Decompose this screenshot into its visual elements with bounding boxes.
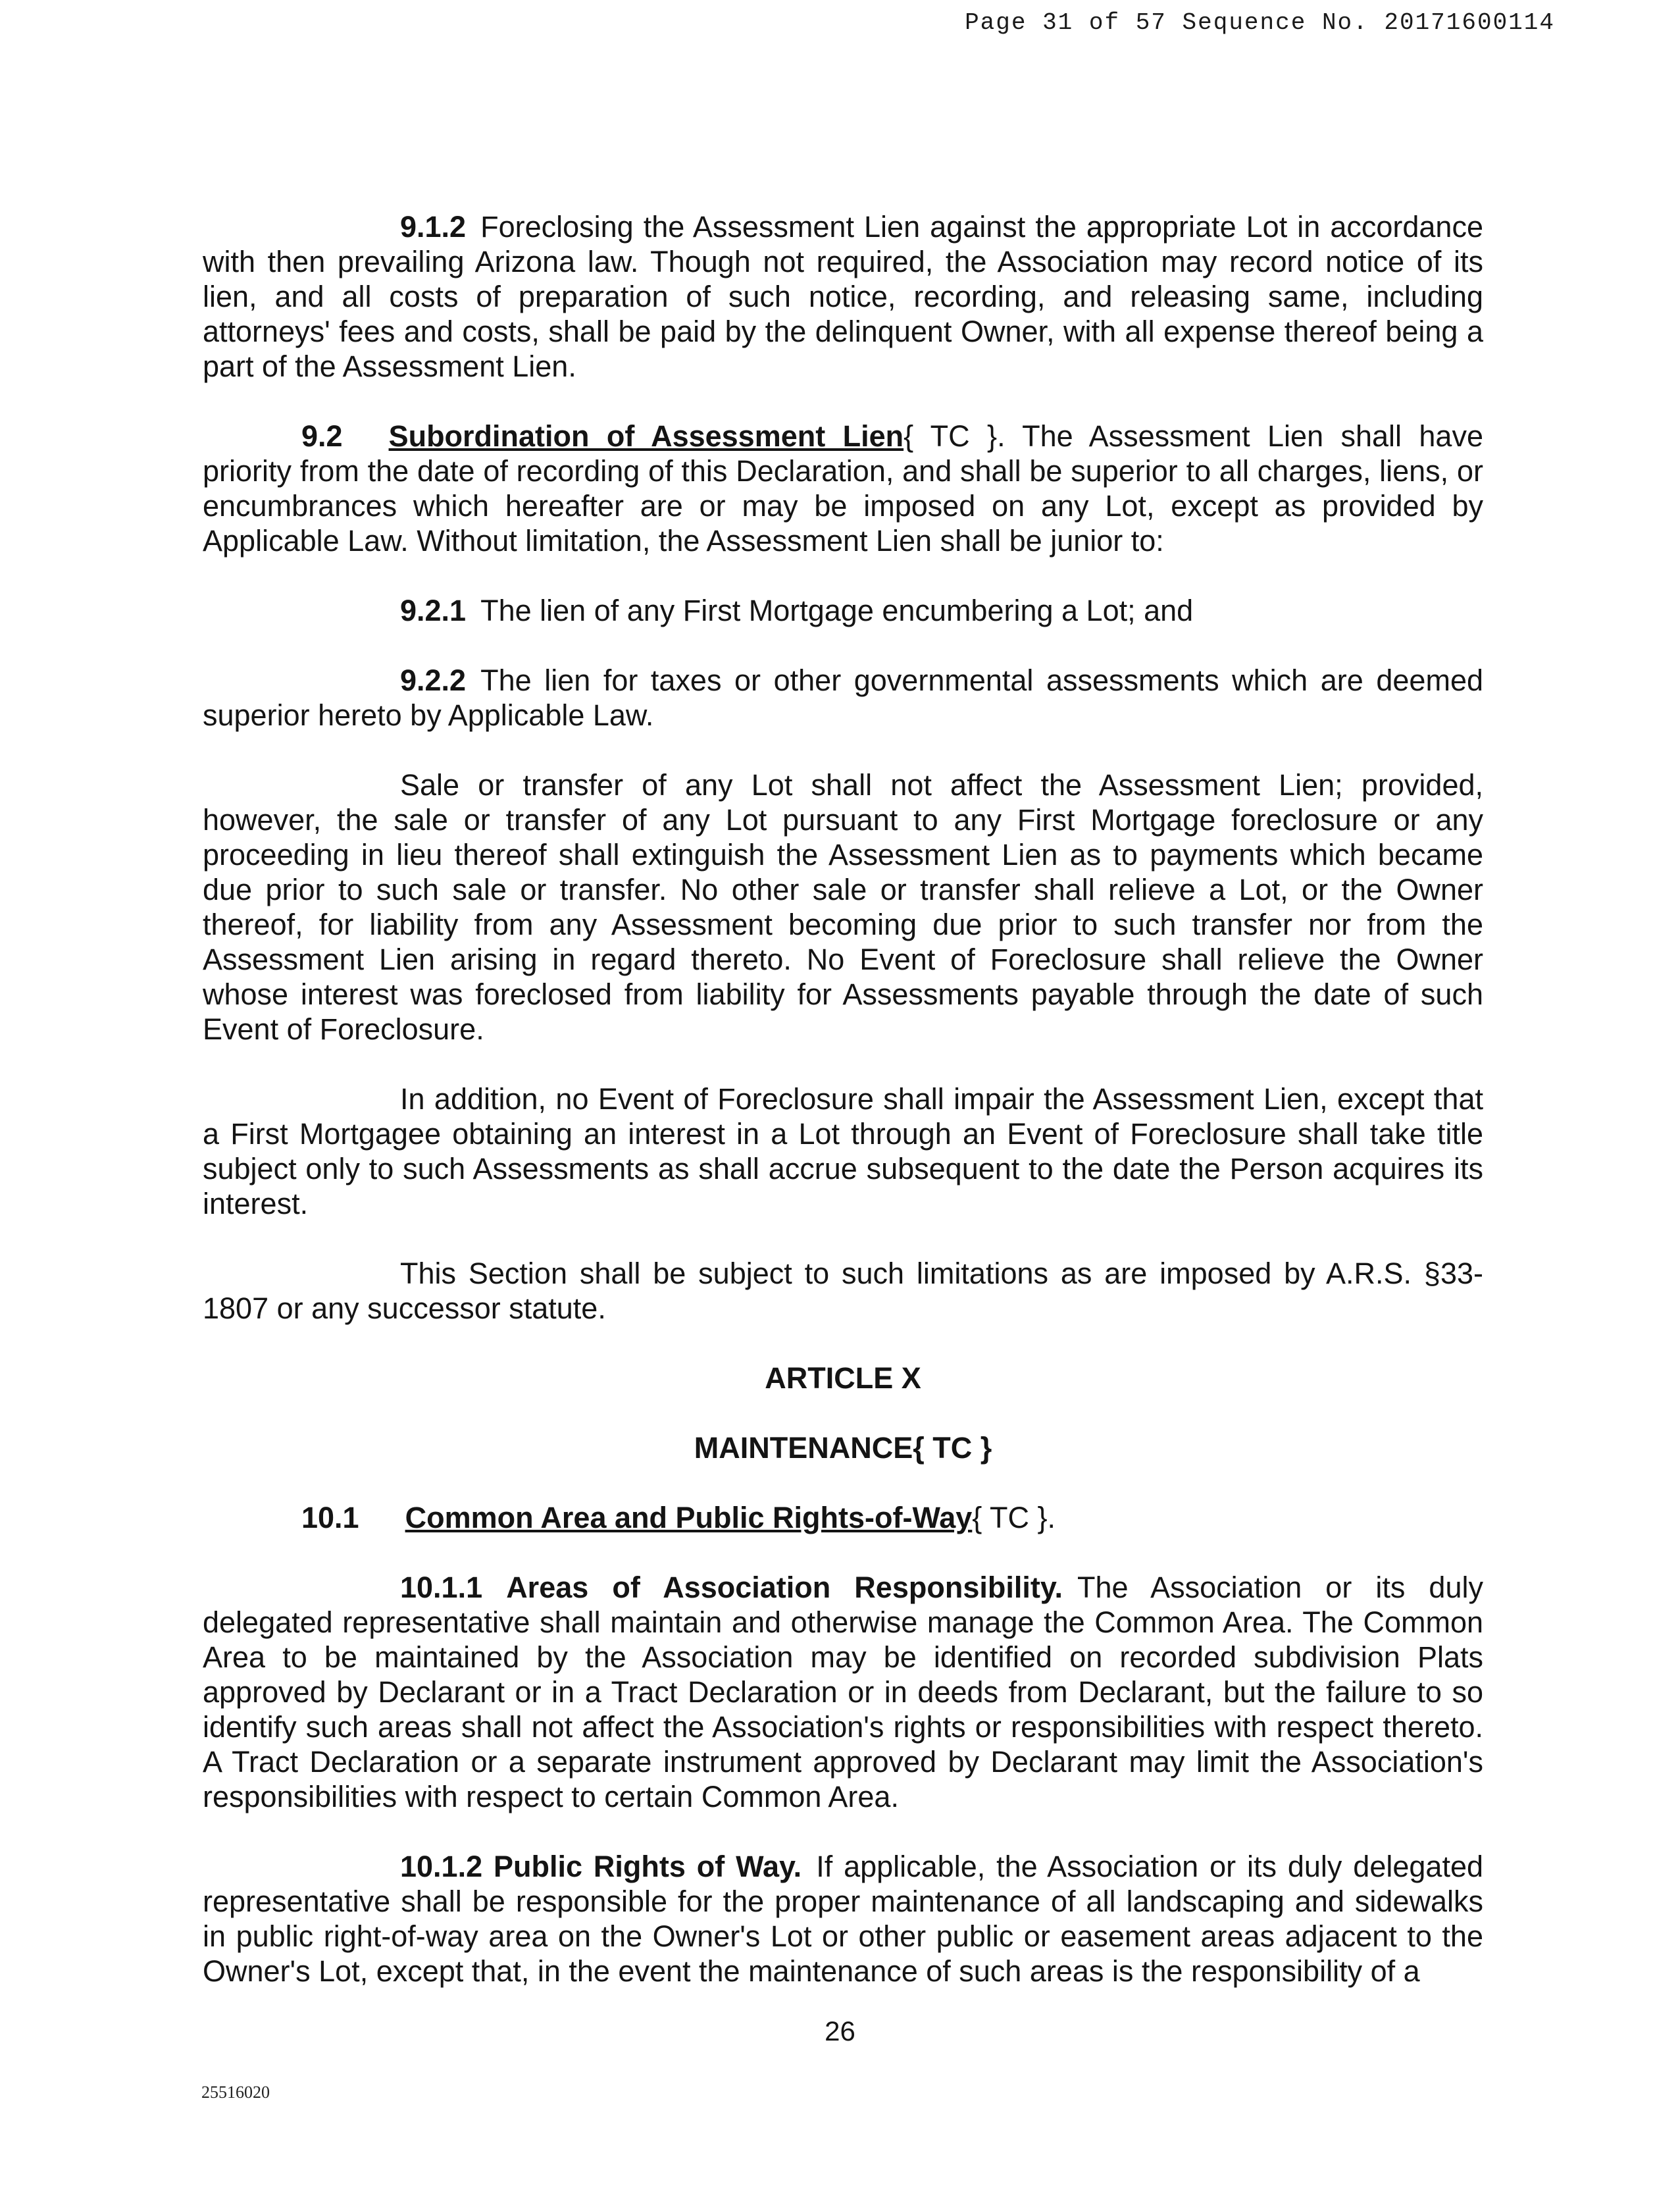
- article-title: MAINTENANCE{ TC }: [694, 1431, 992, 1465]
- tc-marker: { TC }.: [904, 419, 1005, 453]
- paragraph-text: If applicable, the Association or its duly delegated representative shall be responsible for the proper maintenance of all landscaping and sidewalks in public right-of-way area on the Owner's Lot or other public or easement areas adjacent to the Owner's Lot, except that, in the event the maintenance of such areas is the responsibility of a: [203, 1850, 1483, 1988]
- paragraph-9-2: [203, 419, 1483, 558]
- section-title: Common Area and Public Rights-of-Way: [405, 1501, 973, 1534]
- section-title: Public Rights of Way.: [494, 1850, 802, 1883]
- document-body: [203, 209, 1483, 2023]
- section-number: 9.2.2: [400, 664, 467, 697]
- article-label: ARTICLE X: [765, 1361, 921, 1395]
- paragraph-text: Foreclosing the Assessment Lien against the appropriate Lot in accordance with then prevailing Arizona law. Though not required, the Association may record notice of its lien, and all costs of preparation of such notice, recording, and releasing same, including attorneys' fees and costs, shall be paid by the delinquent Owner, with all expense thereof being a part of the Assessment Lien.: [203, 210, 1483, 383]
- paragraph-10-1-2: [203, 1849, 1483, 1989]
- paragraph-9-2-2: [203, 663, 1483, 733]
- section-number: 9.2: [301, 419, 343, 453]
- section-number: 9.1.2: [400, 210, 467, 244]
- section-title: Areas of Association Responsibility.: [506, 1571, 1063, 1604]
- paragraph-in-addition: In addition, no Event of Foreclosure shall impair the Assessment Lien, except that a First Mortgagee obtaining an interest in a Lot through an Event of Foreclosure shall take title subject only to such Assessments as shall accrue subsequent to the date the Person acquires its interest.: [203, 1082, 1483, 1220]
- section-number: 9.2.1: [400, 594, 467, 627]
- paragraph-10-1-1: [203, 1570, 1483, 1814]
- paragraph-text: The lien for taxes or other governmental assessments which are deemed superior hereto by Applicable Law.: [203, 664, 1483, 732]
- paragraph-text: The lien of any First Mortgage encumbering a Lot; and: [480, 594, 1194, 627]
- paragraph-sale-transfer: Sale or transfer of any Lot shall not affect the Assessment Lien; provided, however, the sale or transfer of any Lot pursuant to any First Mortgage foreclosure or any proceeding in lieu thereof shall extinguish the Assessment Lien as to payments which became due prior to such sale or transfer. No other sale or transfer shall relieve a Lot, or the Owner thereof, for liability from any Assessment becoming due prior to such transfer nor from the Assessment Lien arising in regard thereto. No Event of Foreclosure shall relieve the Owner whose interest was foreclosed from liability for Assessments payable through the date of such Event of Foreclosure.: [203, 768, 1483, 1046]
- section-number: 10.1.2: [400, 1850, 483, 1883]
- heading-10-1: [203, 1500, 1483, 1535]
- section-number: 10.1.1: [400, 1571, 483, 1604]
- paragraph-text: The Assessment Lien shall have priority from the date of recording of this Declaration, and shall be superior to all charges, liens, or encumbrances which hereafter are or may be imposed on any Lot, except as provided by Applicable Law. Without limitation, the Assessment Lien shall be junior to:: [203, 419, 1483, 558]
- paragraph-9-2-1: [203, 593, 1483, 628]
- section-title: Subordination of Assessment Lien: [388, 419, 904, 453]
- paragraph-this-section: This Section shall be subject to such limitations as are imposed by A.R.S. §33-1807 or any successor statute.: [203, 1257, 1483, 1325]
- section-number: 10.1: [301, 1501, 359, 1534]
- tc-marker: { TC }.: [972, 1501, 1056, 1534]
- page-header: Page 31 of 57 Sequence No. 20171600114: [965, 9, 1555, 36]
- page-number: 26: [825, 2016, 855, 2046]
- document-id: 25516020: [201, 2083, 270, 2102]
- paragraph-9-1-2: [203, 209, 1483, 384]
- paragraph-text: The Association or its duly delegated representative shall maintain and otherwise manage the Common Area. The Common Area to be maintained by the Association may be identified on recorded subdivision Plats approved by Declarant or in a Tract Declaration or in deeds from Declarant, but the failure to so identify such areas shall not affect the Association's rights or responsibilities with respect thereto. A Tract Declaration or a separate instrument approved by Declarant may limit the Association's responsibilities with respect to certain Common Area.: [203, 1571, 1483, 1813]
